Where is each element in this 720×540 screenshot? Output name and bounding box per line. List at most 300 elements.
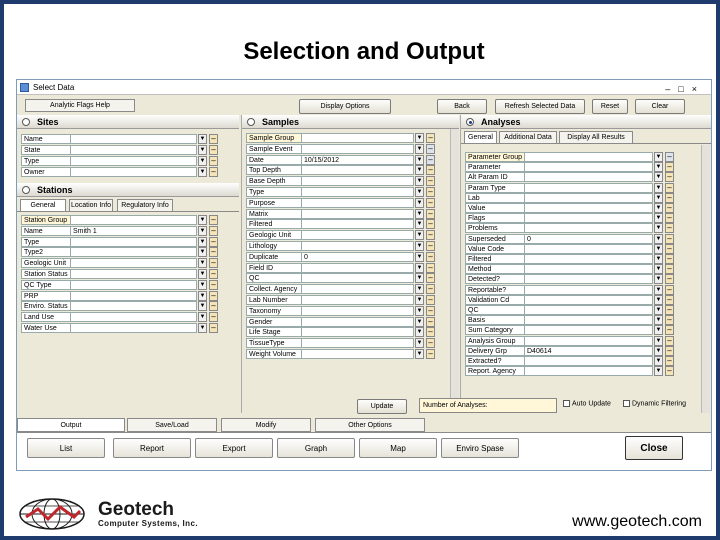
analyses-row[interactable] — [465, 244, 693, 254]
analyses-row-value[interactable] — [525, 325, 653, 335]
operator-icon[interactable]: – — [426, 327, 435, 337]
analyses-row-value[interactable] — [525, 193, 653, 203]
samples-row-value[interactable] — [302, 263, 414, 273]
samples-row-value[interactable] — [302, 176, 414, 186]
stations-row[interactable] — [21, 226, 237, 236]
analyses-radio[interactable] — [466, 118, 474, 126]
sites-header — [17, 115, 239, 129]
samples-row[interactable] — [246, 155, 454, 165]
chevron-down-icon[interactable]: ▼ — [416, 221, 423, 228]
chevron-down-icon[interactable]: ▼ — [416, 329, 423, 336]
chevron-down-icon[interactable]: ▼ — [199, 158, 206, 164]
analyses-row-label: Flags — [465, 213, 525, 223]
operator-icon[interactable]: – — [665, 172, 674, 182]
chevron-down-icon[interactable]: ▼ — [655, 266, 662, 273]
operator-icon[interactable]: – — [426, 187, 435, 197]
operator-icon[interactable]: – — [665, 285, 674, 295]
analyses-row[interactable] — [465, 336, 693, 346]
operator-icon[interactable]: – — [665, 203, 674, 213]
analyses-row[interactable] — [465, 254, 693, 264]
stations-tab[interactable]: Regulatory Info — [117, 199, 173, 211]
analyses-row-value[interactable] — [525, 162, 653, 172]
chevron-down-icon[interactable]: ▼ — [655, 215, 662, 222]
analyses-row[interactable] — [465, 152, 693, 162]
samples-row-label: Collect. Agency — [246, 284, 302, 294]
stations-row[interactable] — [21, 280, 237, 290]
chevron-down-icon[interactable]: ▼ — [655, 225, 662, 232]
chevron-down-icon[interactable]: ▼ — [199, 136, 206, 142]
operator-icon[interactable]: – — [426, 349, 435, 359]
operator-icon[interactable]: – — [665, 274, 674, 284]
operator-icon[interactable]: – — [209, 237, 218, 247]
tab-other-options[interactable]: Other Options — [315, 418, 425, 432]
analyses-row[interactable] — [465, 295, 693, 305]
chevron-down-icon[interactable]: ▼ — [655, 154, 662, 160]
analyses-row[interactable] — [465, 274, 693, 284]
operator-icon[interactable]: – — [665, 336, 674, 346]
chevron-down-icon[interactable]: ▼ — [416, 135, 423, 141]
samples-row[interactable] — [246, 165, 454, 175]
chevron-down-icon[interactable]: ▼ — [199, 217, 206, 223]
analyses-row-value[interactable] — [525, 152, 653, 162]
analyses-row-value[interactable] — [525, 183, 653, 193]
chevron-down-icon[interactable]: ▼ — [416, 232, 423, 239]
analyses-row[interactable] — [465, 172, 693, 182]
report-button[interactable]: Report — [113, 438, 191, 458]
stations-row-value[interactable] — [71, 269, 197, 279]
samples-row-value[interactable] — [302, 295, 414, 305]
samples-row-value[interactable] — [302, 273, 414, 283]
chevron-down-icon[interactable]: ▼ — [416, 167, 423, 174]
chevron-down-icon[interactable]: ▼ — [199, 147, 206, 153]
chevron-down-icon[interactable]: ▼ — [416, 189, 423, 195]
map-button[interactable]: Map — [359, 438, 437, 458]
analyses-row-value[interactable] — [525, 295, 653, 305]
chevron-down-icon[interactable]: ▼ — [199, 314, 206, 321]
operator-icon[interactable]: – — [665, 223, 674, 233]
operator-icon[interactable]: – — [209, 134, 218, 144]
stations-radio[interactable] — [22, 186, 30, 194]
stations-row[interactable] — [21, 269, 237, 279]
operator-icon[interactable]: – — [209, 226, 218, 236]
samples-row-value[interactable] — [302, 209, 414, 219]
operator-icon[interactable]: – — [665, 346, 674, 356]
dynamic-filtering-checkbox[interactable] — [623, 400, 686, 407]
chevron-down-icon[interactable]: ▼ — [416, 253, 423, 260]
refresh-selected-data-button[interactable]: Refresh Selected Data — [495, 99, 585, 114]
sites-row-value[interactable] — [71, 145, 197, 155]
stations-row-value[interactable]: Smith 1 — [71, 226, 197, 236]
samples-row-value[interactable]: 0 — [302, 252, 414, 262]
analyses-row[interactable] — [465, 213, 693, 223]
operator-icon[interactable]: – — [426, 338, 435, 348]
operator-icon[interactable]: – — [665, 254, 674, 264]
sites-pane — [17, 115, 239, 182]
operator-icon[interactable]: – — [209, 280, 218, 290]
operator-icon[interactable]: – — [426, 219, 435, 229]
samples-row-label: Top Depth — [246, 165, 302, 175]
back-button[interactable]: Back — [437, 99, 487, 114]
samples-row[interactable] — [246, 306, 454, 316]
analyses-row-value[interactable] — [525, 305, 653, 315]
samples-row[interactable] — [246, 338, 454, 348]
sites-row[interactable] — [21, 156, 237, 166]
operator-icon[interactable]: – — [209, 145, 218, 155]
analyses-row[interactable] — [465, 315, 693, 325]
chevron-down-icon[interactable]: ▼ — [416, 145, 423, 152]
stations-row[interactable] — [21, 312, 237, 322]
stations-pane — [17, 183, 239, 413]
analyses-row-value[interactable] — [525, 356, 653, 366]
chevron-down-icon[interactable]: ▼ — [416, 210, 423, 217]
sites-row-label: Name — [21, 134, 71, 144]
samples-row[interactable] — [246, 295, 454, 305]
clear-button[interactable]: Clear — [635, 99, 685, 114]
analyses-row-label: Value — [465, 203, 525, 213]
chevron-down-icon[interactable]: ▼ — [416, 199, 423, 206]
operator-icon[interactable]: – — [426, 263, 435, 273]
samples-row-value[interactable] — [302, 306, 414, 316]
operator-icon[interactable]: – — [209, 301, 218, 311]
samples-row-value[interactable] — [302, 230, 414, 240]
stations-row[interactable] — [21, 237, 237, 247]
stations-row[interactable] — [21, 301, 237, 311]
samples-row-label: Base Depth — [246, 176, 302, 186]
chevron-down-icon[interactable]: ▼ — [416, 275, 423, 282]
sites-row-value[interactable] — [71, 134, 197, 144]
analyses-row[interactable] — [465, 356, 693, 366]
display-options-button[interactable]: Display Options — [299, 99, 391, 114]
stations-tab[interactable]: Location Info — [69, 199, 113, 211]
analyses-tab[interactable]: Display All Results — [559, 131, 633, 143]
analyses-row-value[interactable] — [525, 274, 653, 284]
operator-icon[interactable]: – — [426, 165, 435, 175]
operator-icon[interactable]: – — [209, 269, 218, 279]
reset-button[interactable]: Reset — [592, 99, 628, 114]
update-button[interactable]: Update — [357, 399, 407, 414]
operator-icon[interactable]: – — [665, 183, 674, 193]
analyses-row-value[interactable] — [525, 223, 653, 233]
chevron-down-icon[interactable]: ▼ — [655, 296, 662, 303]
stations-row[interactable] — [21, 215, 237, 225]
samples-row[interactable] — [246, 219, 454, 229]
chevron-down-icon[interactable]: ▼ — [655, 194, 662, 201]
chevron-down-icon[interactable]: ▼ — [416, 318, 423, 325]
enviro-spase-button[interactable]: Enviro Spase — [441, 438, 519, 458]
samples-row-label: Matrix — [246, 209, 302, 219]
chevron-down-icon[interactable]: ▼ — [199, 169, 206, 175]
chevron-down-icon[interactable]: ▼ — [416, 340, 423, 347]
tab-save-load[interactable]: Save/Load — [127, 418, 217, 432]
analyses-row-value[interactable] — [525, 213, 653, 223]
operator-icon[interactable]: – — [665, 325, 674, 335]
operator-icon[interactable]: – — [426, 198, 435, 208]
operator-icon[interactable]: – — [209, 323, 218, 333]
graph-button[interactable]: Graph — [277, 438, 355, 458]
operator-icon[interactable]: – — [665, 295, 674, 305]
operator-icon[interactable]: – — [665, 213, 674, 223]
auto-update-label: Auto Update — [572, 400, 611, 408]
stations-row-value[interactable] — [71, 280, 197, 290]
analyses-row-label: Filtered — [465, 254, 525, 264]
chevron-down-icon[interactable]: ▼ — [199, 271, 206, 277]
samples-row-value[interactable] — [302, 338, 414, 348]
operator-icon[interactable]: – — [426, 295, 435, 305]
stations-row-value[interactable] — [71, 301, 197, 311]
export-button[interactable]: Export — [195, 438, 273, 458]
operator-icon[interactable]: – — [426, 176, 435, 186]
operator-icon[interactable]: – — [209, 258, 218, 268]
analyses-row-value[interactable] — [525, 285, 653, 295]
list-button[interactable]: List — [27, 438, 105, 458]
logo-name: Geotech — [98, 499, 175, 520]
chevron-down-icon[interactable]: ▼ — [655, 347, 662, 354]
operator-icon[interactable]: – — [426, 284, 435, 294]
stations-row-label: Station Group — [21, 215, 71, 225]
analyses-row-value[interactable] — [525, 336, 653, 346]
operator-icon[interactable]: – — [426, 155, 435, 165]
chevron-down-icon[interactable]: ▼ — [416, 156, 423, 163]
chevron-down-icon[interactable]: ▼ — [416, 178, 423, 185]
chevron-down-icon[interactable]: ▼ — [416, 307, 423, 314]
samples-header-label: Samples — [262, 117, 300, 127]
samples-row-value[interactable] — [302, 198, 414, 208]
analyses-row-label: Value Code — [465, 244, 525, 254]
analyses-row[interactable] — [465, 346, 693, 356]
analyses-row[interactable] — [465, 162, 693, 172]
app-icon — [20, 83, 29, 92]
operator-icon[interactable]: – — [665, 315, 674, 325]
tab-output[interactable]: Output — [17, 418, 125, 432]
samples-row[interactable] — [246, 252, 454, 262]
operator-icon[interactable]: – — [665, 305, 674, 315]
samples-scrollbar[interactable] — [450, 129, 459, 413]
analytic-flags-help-tab[interactable]: Analytic Flags Help — [25, 99, 135, 112]
samples-row-label: Sample Event — [246, 144, 302, 154]
analyses-row-value[interactable] — [525, 244, 653, 254]
stations-row-value[interactable] — [71, 258, 197, 268]
samples-header — [242, 115, 459, 129]
operator-icon[interactable]: – — [426, 230, 435, 240]
stations-row-label: Name — [21, 226, 71, 236]
sites-row[interactable] — [21, 167, 237, 177]
analyses-row-value[interactable]: 0 — [525, 234, 653, 244]
analyses-row[interactable] — [465, 183, 693, 193]
samples-row-value[interactable] — [302, 327, 414, 337]
analyses-row[interactable] — [465, 325, 693, 335]
stations-row-label: Water Use — [21, 323, 71, 333]
samples-row-label: Lab Number — [246, 295, 302, 305]
operator-icon[interactable]: – — [209, 312, 218, 322]
operator-icon[interactable]: – — [426, 241, 435, 251]
stations-row-value[interactable] — [71, 323, 197, 333]
chevron-down-icon[interactable]: ▼ — [655, 164, 662, 171]
stations-row[interactable] — [21, 291, 237, 301]
stations-row-value[interactable] — [71, 247, 197, 257]
stations-row[interactable] — [21, 323, 237, 333]
operator-icon[interactable]: – — [665, 366, 674, 376]
analyses-row[interactable] — [465, 234, 693, 244]
chevron-down-icon[interactable]: ▼ — [655, 245, 662, 252]
samples-row-value[interactable] — [302, 187, 414, 197]
analyses-row-value[interactable] — [525, 366, 653, 376]
stations-row-label: QC Type — [21, 280, 71, 290]
analyses-row-value[interactable] — [525, 315, 653, 325]
analyses-row[interactable] — [465, 305, 693, 315]
sites-row[interactable] — [21, 134, 237, 144]
samples-row-value[interactable]: 10/15/2012 — [302, 155, 414, 165]
analyses-row-label: Delivery Grp — [465, 346, 525, 356]
analyses-row-value[interactable] — [525, 254, 653, 264]
samples-row[interactable] — [246, 209, 454, 219]
operator-icon[interactable]: – — [665, 264, 674, 274]
chevron-down-icon[interactable]: ▼ — [655, 286, 662, 293]
chevron-down-icon[interactable]: ▼ — [655, 174, 662, 181]
samples-row-value[interactable] — [302, 165, 414, 175]
samples-row-value[interactable] — [302, 241, 414, 251]
stations-row[interactable] — [21, 258, 237, 268]
dynamic-filtering-check[interactable] — [623, 400, 630, 407]
close-button[interactable]: Close — [625, 436, 683, 460]
chevron-down-icon[interactable]: ▼ — [199, 260, 206, 267]
samples-row-value[interactable] — [302, 284, 414, 294]
operator-icon[interactable]: – — [209, 247, 218, 257]
operator-icon[interactable]: – — [426, 317, 435, 327]
operator-icon[interactable]: – — [665, 193, 674, 203]
operator-icon[interactable]: – — [665, 162, 674, 172]
operator-icon[interactable]: – — [426, 209, 435, 219]
operator-icon[interactable]: – — [426, 273, 435, 283]
analyses-row[interactable] — [465, 366, 693, 376]
chevron-down-icon[interactable]: ▼ — [655, 368, 662, 375]
analyses-tab[interactable]: Additional Data — [499, 131, 557, 143]
analyses-row-label: Validation Cd — [465, 295, 525, 305]
samples-row[interactable] — [246, 263, 454, 273]
chevron-down-icon[interactable]: ▼ — [416, 297, 423, 303]
stations-row-value[interactable] — [71, 291, 197, 301]
chevron-down-icon[interactable]: ▼ — [199, 227, 206, 234]
stations-row-value[interactable] — [71, 215, 197, 225]
samples-row-label: Filtered — [246, 219, 302, 229]
operator-icon[interactable]: – — [665, 356, 674, 366]
samples-row-value[interactable] — [302, 144, 414, 154]
stations-row[interactable] — [21, 247, 237, 257]
operator-icon[interactable]: – — [209, 167, 218, 177]
operator-icon[interactable]: – — [209, 291, 218, 301]
analyses-row[interactable] — [465, 223, 693, 233]
samples-row-value[interactable] — [302, 219, 414, 229]
sites-row[interactable] — [21, 145, 237, 155]
operator-icon[interactable]: – — [665, 234, 674, 244]
auto-update-checkbox[interactable] — [563, 400, 611, 407]
samples-row[interactable] — [246, 327, 454, 337]
samples-row[interactable] — [246, 176, 454, 186]
samples-row[interactable] — [246, 241, 454, 251]
analyses-tab[interactable]: General — [464, 131, 497, 144]
chevron-down-icon[interactable]: ▼ — [416, 351, 423, 357]
analyses-scrollbar[interactable] — [701, 145, 710, 413]
analyses-row[interactable] — [465, 285, 693, 295]
samples-row[interactable] — [246, 198, 454, 208]
tab-divider — [461, 143, 712, 144]
samples-row[interactable] — [246, 187, 454, 197]
analyses-row-value[interactable] — [525, 172, 653, 182]
chevron-down-icon[interactable]: ▼ — [655, 276, 662, 283]
chevron-down-icon[interactable]: ▼ — [416, 243, 423, 249]
analyses-row-value[interactable] — [525, 264, 653, 274]
analyses-row-value[interactable]: D40614 — [525, 346, 653, 356]
window-title: Select Data — [33, 83, 75, 92]
operator-icon[interactable]: – — [426, 144, 435, 154]
chevron-down-icon[interactable]: ▼ — [655, 307, 662, 313]
sites-row-value[interactable] — [71, 156, 197, 166]
auto-update-check[interactable] — [563, 400, 570, 407]
chevron-down-icon[interactable]: ▼ — [655, 358, 662, 364]
analyses-row-label: Extracted? — [465, 356, 525, 366]
chevron-down-icon[interactable]: ▼ — [655, 317, 662, 324]
sites-header-label: Sites — [37, 117, 59, 127]
operator-icon[interactable]: – — [426, 252, 435, 262]
chevron-down-icon[interactable]: ▼ — [199, 238, 206, 245]
chevron-down-icon[interactable]: ▼ — [199, 292, 206, 299]
chevron-down-icon[interactable]: ▼ — [416, 264, 423, 271]
analyses-row[interactable] — [465, 203, 693, 213]
analyses-header — [461, 115, 712, 129]
samples-row[interactable] — [246, 284, 454, 294]
operator-icon[interactable]: – — [665, 152, 674, 162]
samples-row-value[interactable] — [302, 349, 414, 359]
operator-icon[interactable]: – — [209, 215, 218, 225]
samples-row[interactable] — [246, 317, 454, 327]
analyses-row-value[interactable] — [525, 203, 653, 213]
stations-tab[interactable]: General — [20, 199, 66, 212]
analyses-row[interactable] — [465, 193, 693, 203]
stations-row-value[interactable] — [71, 237, 197, 247]
operator-icon[interactable]: – — [426, 306, 435, 316]
chevron-down-icon[interactable]: ▼ — [655, 184, 662, 191]
samples-row[interactable] — [246, 349, 454, 359]
samples-row[interactable] — [246, 144, 454, 154]
chevron-down-icon[interactable]: ▼ — [199, 325, 206, 331]
sites-row-value[interactable] — [71, 167, 197, 177]
chevron-down-icon[interactable]: ▼ — [416, 286, 423, 293]
samples-radio[interactable] — [247, 118, 255, 126]
tab-modify[interactable]: Modify — [221, 418, 311, 432]
samples-row[interactable] — [246, 230, 454, 240]
analyses-row-label: Parameter Group — [465, 152, 525, 162]
samples-row[interactable] — [246, 133, 454, 143]
website-url[interactable]: www.geotech.com — [572, 513, 702, 530]
samples-row-value[interactable] — [302, 133, 414, 143]
operator-icon[interactable]: – — [209, 156, 218, 166]
chevron-down-icon[interactable]: ▼ — [655, 205, 662, 211]
operator-icon[interactable]: – — [426, 133, 435, 143]
chevron-down-icon[interactable]: ▼ — [655, 256, 662, 262]
chevron-down-icon[interactable]: ▼ — [199, 281, 206, 288]
operator-icon[interactable]: – — [665, 244, 674, 254]
samples-row-value[interactable] — [302, 317, 414, 327]
sites-radio[interactable] — [22, 118, 30, 126]
samples-row[interactable] — [246, 273, 454, 283]
stations-row-value[interactable] — [71, 312, 197, 322]
window-controls[interactable]: –□× — [665, 84, 705, 94]
chevron-down-icon[interactable]: ▼ — [199, 249, 206, 256]
chevron-down-icon[interactable]: ▼ — [655, 235, 662, 242]
analyses-row[interactable] — [465, 264, 693, 274]
chevron-down-icon[interactable]: ▼ — [655, 337, 662, 344]
chevron-down-icon[interactable]: ▼ — [199, 303, 206, 310]
chevron-down-icon[interactable]: ▼ — [655, 327, 662, 334]
